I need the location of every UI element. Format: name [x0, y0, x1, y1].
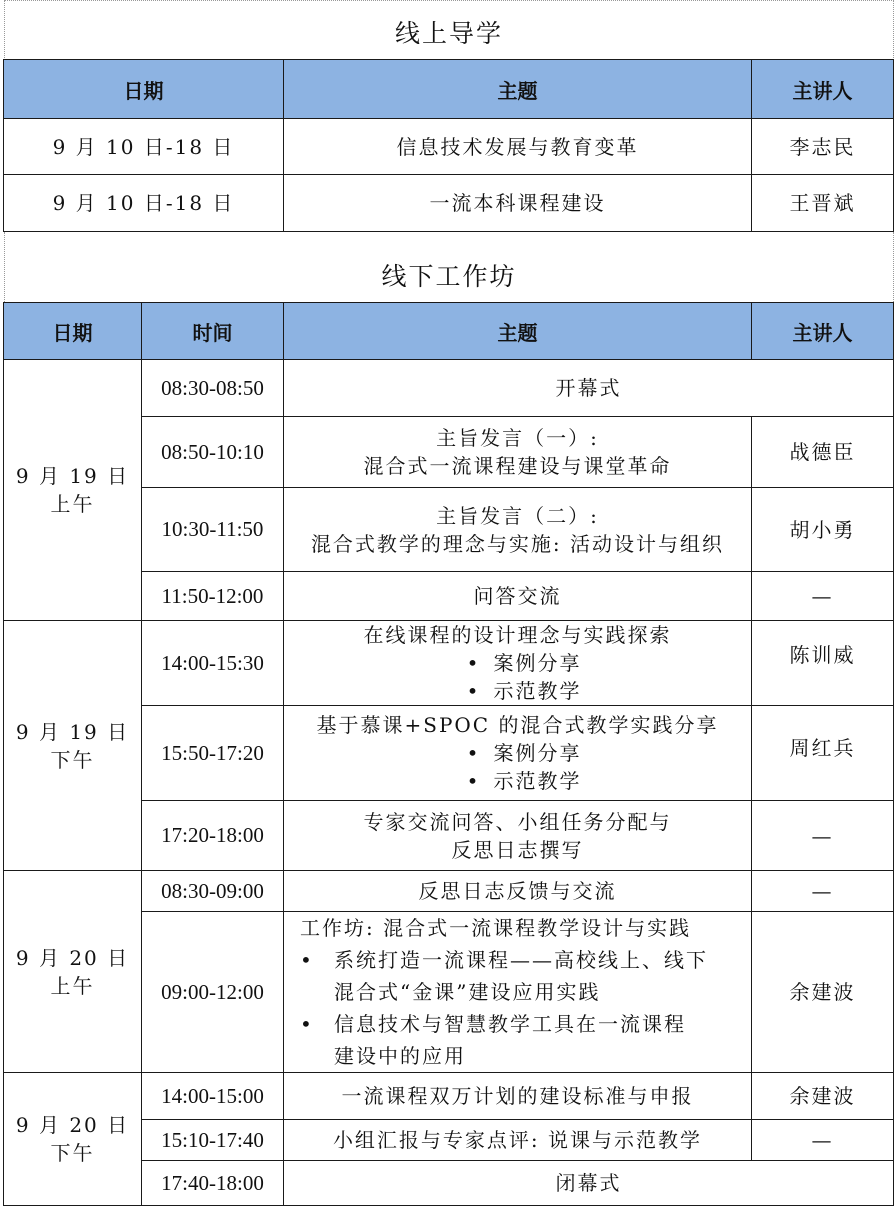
header-topic: 主题 — [284, 60, 752, 119]
topic-cell: 一流课程双万计划的建设标准与申报 — [284, 1073, 752, 1120]
header-date: 日期 — [4, 60, 284, 119]
table-header-row — [4, 60, 894, 119]
day-date: 9 月 20 日 — [15, 1113, 130, 1137]
table-row — [4, 119, 894, 175]
topic-cell — [284, 706, 752, 801]
header-speaker: 主讲人 — [752, 60, 894, 119]
topic-line: 专家交流问答、小组任务分配与 — [363, 809, 672, 834]
time-cell: 09:00-12:00 — [142, 912, 284, 1073]
list-item — [284, 649, 751, 677]
date-cell: 9 月 10 日-18 日 — [4, 119, 284, 175]
topic-cell: 小组汇报与专家点评: 说课与示范教学 — [284, 1120, 752, 1161]
bullet-list — [284, 649, 751, 705]
bullet-icon: • — [466, 651, 481, 675]
day-period: 下午 — [50, 747, 95, 772]
bullet-icon: • — [466, 741, 481, 765]
header-time: 时间 — [142, 303, 284, 360]
online-section-title: 线上导学 — [4, 0, 894, 60]
day-cell — [4, 360, 142, 621]
time-cell: 08:50-10:10 — [142, 417, 284, 488]
list-item — [284, 767, 751, 795]
topic-cell: 闭幕式 — [284, 1161, 894, 1206]
speaker-cell: 李志民 — [752, 119, 894, 175]
table-row — [4, 1073, 894, 1120]
day-date: 9 月 19 日 — [15, 719, 130, 744]
speaker-cell: 王晋斌 — [752, 175, 894, 232]
bullet-icon: • — [300, 948, 314, 972]
time-cell: 15:50-17:20 — [142, 706, 284, 801]
day-period: 上午 — [50, 973, 95, 998]
bullet-icon: • — [466, 769, 481, 793]
time-cell: 14:00-15:00 — [142, 1073, 284, 1120]
table-row — [4, 360, 894, 417]
speaker-cell: 战德臣 — [752, 417, 894, 488]
day-date: 9 月 19 日 — [15, 464, 130, 488]
day-cell — [4, 871, 142, 1073]
bullet-text: 示范教学 — [493, 769, 582, 793]
topic-cell — [284, 417, 752, 488]
list-item — [300, 944, 751, 1008]
header-speaker: 主讲人 — [752, 303, 894, 360]
table-row — [4, 175, 894, 232]
table-header-row — [4, 303, 894, 360]
topic-line: 主旨发言（二）: — [436, 503, 599, 528]
speaker-cell: 周红兵 — [752, 706, 894, 801]
speaker-cell: 胡小勇 — [752, 488, 894, 572]
topic-cell: 信息技术发展与教育变革 — [284, 119, 752, 175]
header-date: 日期 — [4, 303, 142, 360]
table-row — [4, 621, 894, 706]
topic-line: 主旨发言（一）: — [436, 426, 599, 450]
topic-cell: 问答交流 — [284, 572, 752, 621]
speaker-cell: — — [752, 572, 894, 621]
bullet-text: 案例分享 — [493, 651, 582, 675]
day-cell — [4, 1073, 142, 1206]
list-item — [300, 1008, 751, 1072]
topic-cell: 反思日志反馈与交流 — [284, 871, 752, 912]
bullet-text-line: 建设中的应用 — [334, 1044, 466, 1068]
speaker-cell: — — [752, 871, 894, 912]
bullet-icon: • — [300, 1012, 314, 1036]
topic-line: 基于慕课+SPOC 的混合式教学实践分享 — [316, 713, 719, 737]
speaker-cell: — — [752, 801, 894, 871]
header-topic: 主题 — [284, 303, 752, 360]
topic-line: 反思日志撰写 — [451, 837, 584, 862]
online-schedule-table — [3, 59, 894, 232]
topic-cell — [284, 912, 752, 1073]
time-cell: 08:30-08:50 — [142, 360, 284, 417]
time-cell: 10:30-11:50 — [142, 488, 284, 572]
list-item — [284, 677, 751, 705]
topic-cell — [284, 621, 752, 706]
day-period: 上午 — [50, 492, 95, 516]
day-date: 9 月 20 日 — [15, 945, 130, 970]
time-cell: 11:50-12:00 — [142, 572, 284, 621]
day-period: 下午 — [50, 1141, 95, 1165]
list-item — [284, 739, 751, 767]
topic-cell — [284, 801, 752, 871]
bullet-text: 示范教学 — [493, 679, 582, 703]
date-cell: 9 月 10 日-18 日 — [4, 175, 284, 232]
time-cell: 14:00-15:30 — [142, 621, 284, 706]
topic-cell — [284, 488, 752, 572]
time-cell: 15:10-17:40 — [142, 1120, 284, 1161]
topic-line: 工作坊: 混合式一流课程教学设计与实践 — [300, 916, 692, 940]
bullet-icon: • — [466, 679, 481, 703]
time-cell: 17:20-18:00 — [142, 801, 284, 871]
time-cell: 17:40-18:00 — [142, 1161, 284, 1206]
bullet-text-line: 系统打造一流课程——高校线上、线下 — [334, 948, 708, 972]
speaker-cell: 余建波 — [752, 1073, 894, 1120]
bullet-text: 案例分享 — [493, 741, 582, 765]
topic-line: 混合式一流课程建设与课堂革命 — [363, 454, 672, 478]
speaker-cell: 陈训威 — [752, 621, 894, 706]
topic-cell: 开幕式 — [284, 360, 894, 417]
bullet-list — [284, 739, 751, 795]
bullet-text-line: 混合式“金课”建设应用实践 — [334, 980, 601, 1004]
speaker-cell: 余建波 — [752, 912, 894, 1073]
topic-line: 混合式教学的理念与实施: 活动设计与组织 — [310, 531, 725, 556]
topic-cell: 一流本科课程建设 — [284, 175, 752, 232]
table-row — [4, 871, 894, 912]
offline-section-title: 线下工作坊 — [4, 232, 894, 302]
day-cell — [4, 621, 142, 871]
topic-line: 在线课程的设计理念与实践探索 — [363, 623, 672, 647]
offline-schedule-table — [3, 302, 894, 1206]
speaker-cell: — — [752, 1120, 894, 1161]
time-cell: 08:30-09:00 — [142, 871, 284, 912]
bullet-text-line: 信息技术与智慧教学工具在一流课程 — [334, 1012, 686, 1036]
